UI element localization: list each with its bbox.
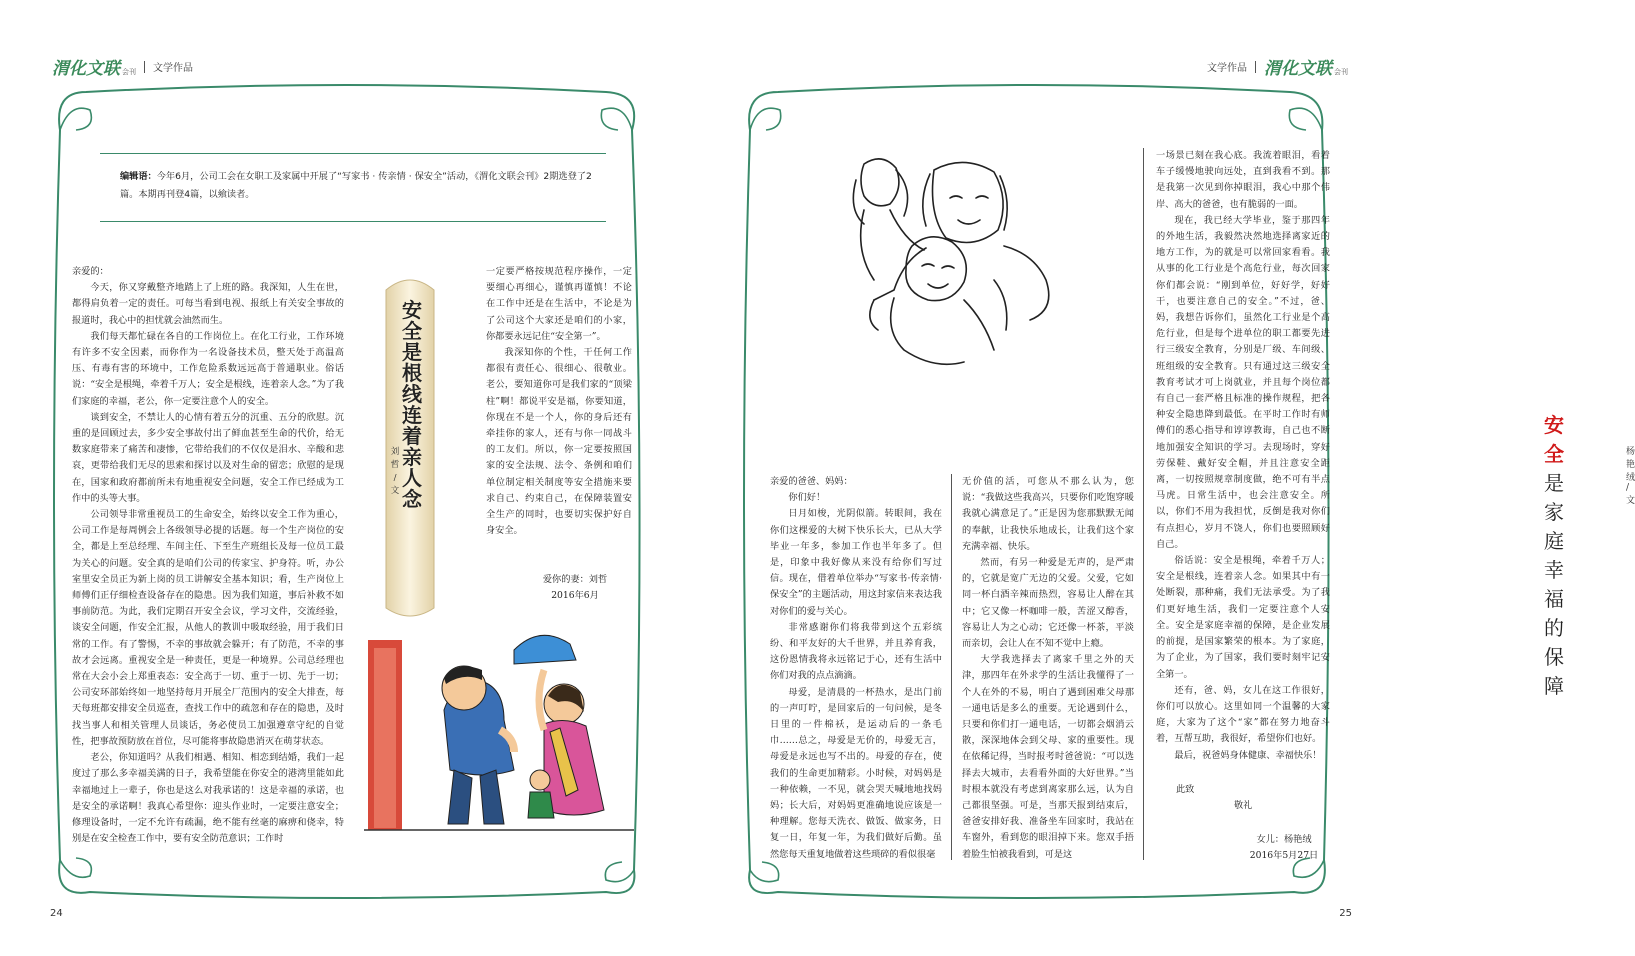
cartoon-illustration-helmet-family [364,620,634,832]
letter-column-3 [1156,148,1330,764]
editor-rule-bottom [100,221,606,222]
paragraph: 亲爱的： [72,266,109,277]
section-label: 文学作品 [1207,63,1247,74]
article-author: 刘 哲 / 文 [390,447,400,496]
paragraph: 公司领导非常重视员工的生命安全，始终以安全工作为重心，公司工作是每周例会上各级领导必提的话题。每一个生产岗位的安全，都是上至总经理、车间主任、下至生产班组长及每一位员工最为关心的问题。安全真的是咱们公司的传家宝、护身符。听，办公室里安全员正为新上岗的员工讲解安全基本知识；看，生产岗位上师傅们正仔细检查设备存在的隐患。因为我们知道，事后补救不如事前防范。为此，我们定期召开安全会议，学习文件，交流经验，谈安全问题，作安全汇报，从他人的教训中吸取经验，用于我们日常的工作。有了警惕，不幸的事故就会躲开；有了防范，不幸的事故才会远离。重视安全是一种责任，更是一种境界。公司总经理也常在大会小会上郑重表态：安全高于一切、重于一切、先于一切；公司安环部始终如一地坚持每月开展全厂范围内的安全大排查，每天每班都安排安全员巡查，查找工作中的疏忽和存在的隐患，及时找当事人和相关管理人员谈话，务必使员工加强遵章守纪的自觉性，把事故预防放在首位，尽可能将事故隐患消灭在萌芽状态。 [72,509,344,747]
paragraph: 还有，爸、妈，女儿在这工作很好，你们可以放心。这里如同一个温馨的大家庭，大家为了这个“家”都在努力地奋斗着，互帮互助，我很好，希望你们也好。 [1156,684,1330,745]
paragraph: 俗话说：安全是根绳，牵着千万人；安全是根线，连着亲人念。如果其中有一处断裂，那种痛，我们无法承受。为了我们更好地生活，我们一定要注意个人安全。安全是家庭幸福的保障，是企业发展的前提，是国家繁荣的根本。为了家庭，为了企业，为了国家，我们要时刻牢记安全第一。 [1156,555,1330,680]
paragraph: 母爱，是清晨的一杯热水，是出门前的一声叮咛，是回家后的一句问候，是冬日里的一件棉袄，是运动后的一条毛巾……总之，母爱是无价的，母爱无言，母爱是永远也写不出的。母爱的存在，使我们的生命更加精彩。小时候，对妈妈是一种依赖，一不见，就会哭天喊地地找妈妈；长大后，对妈妈更准确地说应该是一种理解。您每天洗衣、做饭、做家务，日复一日，年复一年，为我们做好后勤。虽然您每天重复地做着这些琐碎的看似很毫 [770,686,942,860]
left-header [52,54,193,79]
magazine-logo: 渭化文联 会刊 [52,59,136,79]
paragraph: 最后，祝爸妈身体健康、幸福快乐！ [1174,749,1322,761]
magazine-logo: 渭化文联 会刊 [1264,59,1348,79]
signature-date: 2016年6月 [551,590,599,601]
letter-column-2 [486,264,632,539]
paragraph: 现在，我已经大学毕业，鉴于那四年的外地生活，我毅然决然地选择离家近的地方工作，为的就是可以常回家看看。我从事的化工行业是个高危行业，每次回家你们都会说：“刚到单位，好好学，好好干，也要注意自己的安全。”不过，爸、妈，我想告诉你们，虽然化工行业是个高危行业，但是每个进单位的职工都要先进行三级安全教育，分别是厂级、车间级、班组级的安全教育。只有通过这三级安全教育考试才可上岗就业，并且每个岗位都有自己一套严格且标准的操作规程，把各种安全隐患降到最低。在平时工作时有师傅们的悉心指导和谆谆教诲，自己也不断地加强安全知识的学习。去现场时，穿好劳保鞋、戴好安全帽，并且注意安全距离，一切按照规章制度做，绝不可有半点马虎。日常生活中，也会注意安全。所以，你们不用为我担忧，反倒是我对你们有点担心，岁月不饶人，你们也要照顾好自己。 [1156,214,1330,550]
paragraph: 谈到安全，不禁让人的心情有着五分的沉重、五分的欣慰。沉重的是回顾过去，多少安全事故付出了鲜血甚至生命的代价，给无数家庭带来了痛苦和凄惨，它带给我们的不仅仅是泪水、辛酸和悲哀，更带给我们无尽的思索和探讨以及对生命的留恋；欣慰的是现在，国家和政府都前所未有地重视安全问题，安全工作已经成为工作中的头等大事。 [72,411,344,504]
letter-column-1 [72,264,344,847]
header-separator [1255,61,1256,73]
page-number: 24 [50,908,63,919]
paragraph: 你们好！ [788,492,826,504]
letter-closing [1176,782,1326,814]
paragraph: 老公，你知道吗？从我们相遇、相知、相恋到结婚，我们一起度过了那么多幸福美满的日子，我希望能在你安全的港湾里能如此幸福地过上一辈子，你也是这么对我承诺的！这是幸福的承诺，也是安全的承诺啊！我真心希望你：迎头作业时，一定要注意安全；修理设备时，一定不允许有疏漏，绝不能有丝毫的麻痹和侥幸，特别是在安全检查工作中，要有安全防范意识；工作时 [72,752,344,845]
paragraph: 一定要严格按规范程序操作，一定要细心再细心，谨慎再谨慎！不论在工作中还是在生活中，不论是为了公司这个大家还是咱们的小家，你都要永远记住“安全第一”。 [486,266,632,342]
paragraph: 我深知你的个性，干任何工作都很有责任心、很细心、很敬业。老公，要知道你可是我们家的“顶梁柱”啊！都说平安是福，你要知道，你现在不是一个人，你的身后还有牵挂你的家人，还有与你一同战斗的工友们。所以，你一定要按照国家的安全法规、法令、条例和咱们单位制定相关制度等安全措施来要求自己、约束自己，在保障装置安全生产的同时，也要切实保护好自身安全。 [486,347,632,537]
editor-note: 编辑语：今年6月，公司工会在女职工及家属中开展了“写家书 · 传亲情 · 保安全”活动，《渭化文联会刊》2期选登了2篇。本期再刊登4篇，以飨读者。 [120,171,592,200]
letter-signature [520,572,630,604]
paragraph: 无价值的活，可您从不那么认为，您说：“我做这些我高兴，只要你们吃饱穿暖我就心满意足了。”正是因为您那默默无闻的奉献，让我快乐地成长，让我们这个家充满幸福、快乐。 [962,476,1134,552]
paragraph: 我们每天都忙碌在各自的工作岗位上。在化工行业，工作环境有许多不安全因素，而你作为一名设备技术员，整天处于高温高压、有毒有害的环境中，工作危险系数远远高于普通职业。俗话说：“安全是根绳，牵着千万人；安全是根线，连着亲人念。”为了我们家庭的幸福，老公，你一定要注意个人的安全。 [72,330,344,407]
letter-column-1 [770,474,942,863]
paragraph: 大学我选择去了离家千里之外的天津，那四年在外求学的生活让我懂得了一个人在外的不易，明白了遇到困难父母那一通电话是多么的重要。无论遇到什么，只要和你们打一通电话，一切都会烟消云散，深深地体会到父母、家的重要性。现在依稀记得，当时报考时爸爸说：“可以选择去大城市，去看看外面的大好世界。”当时根本就没有考虑到离家那么远，认为自己都很坚强。可是，当那天报到结束后，爸爸安排好我、准备坐车回家时，我站在车窗外，看到您的眼泪掉下来。您双手捂着脸生怕被我看到，可是这 [962,654,1134,860]
column-divider [1143,148,1144,860]
signature-name: 女儿：杨艳绒 [1256,834,1312,845]
closing-line: 此致 [1176,784,1195,795]
article-title: 安全是根线 连着亲人念 [402,298,422,511]
letter-column-2 [962,474,1134,863]
article-author: 杨艳绒 / 文 [1626,447,1635,506]
right-header [1207,54,1348,79]
family-embrace-sketch [834,150,1076,382]
paragraph: 亲爱的爸爸、妈妈： [770,476,853,487]
signature-date: 2016年5月27日 [1249,850,1319,861]
header-separator [144,61,145,73]
editor-rule-top [100,153,606,154]
paragraph: 然而，有另一种爱是无声的，是严肃的，它就是宽广无边的父爱。父爱，它如同一杯白酒辛辣而热烈，容易让人醉在其中；它又像一杯咖啡一般，苦涩又醇香，容易让人为之心动；它还像一杯茶，平淡而亲切，会让人在不知不觉中上瘾。 [962,557,1134,650]
letter-signature [1234,832,1334,864]
closing-line: 敬礼 [1234,800,1253,812]
paragraph: 今天，你又穿戴整齐地踏上了上班的路。我深知，人生在世，都得肩负着一定的责任。可每当看到电视、报纸上有关安全事故的报道时，我心中的担忧就会油然而生。 [72,282,344,326]
signature-name: 爱你的妻：刘哲 [542,574,608,585]
paragraph: 一场景已刻在我心底。我流着眼泪，看着车子缓慢地驶向远处，直到我看不到。那是我第一次见到你掉眼泪，我心中那个伟岸、高大的爸爸，也有脆弱的一面。 [1156,150,1330,210]
paragraph: 非常感谢你们将我带到这个五彩缤纷、和平友好的大千世界，并且养育我，这份恩情我将永远铭记于心，还有生活中你们对我的点点滴滴。 [770,621,942,682]
section-label: 文学作品 [153,63,193,74]
left-page [0,0,700,956]
page-number: 25 [1339,908,1352,919]
article-title: 安全是家庭幸福的保障 [1544,413,1565,698]
paragraph: 日月如梭，光阴似箭。转眼间，我在你们这棵爱的大树下快乐长大，已从大学毕业一年多，参加工作也半年多了。但是，印象中我好像从来没有给你们写过信。现在，借着单位举办“写家书·传亲情·保安全”的主题活动，用这封家信来表达我对你们的爱与关心。 [770,508,942,617]
right-page [700,0,1635,956]
column-divider [951,474,952,860]
